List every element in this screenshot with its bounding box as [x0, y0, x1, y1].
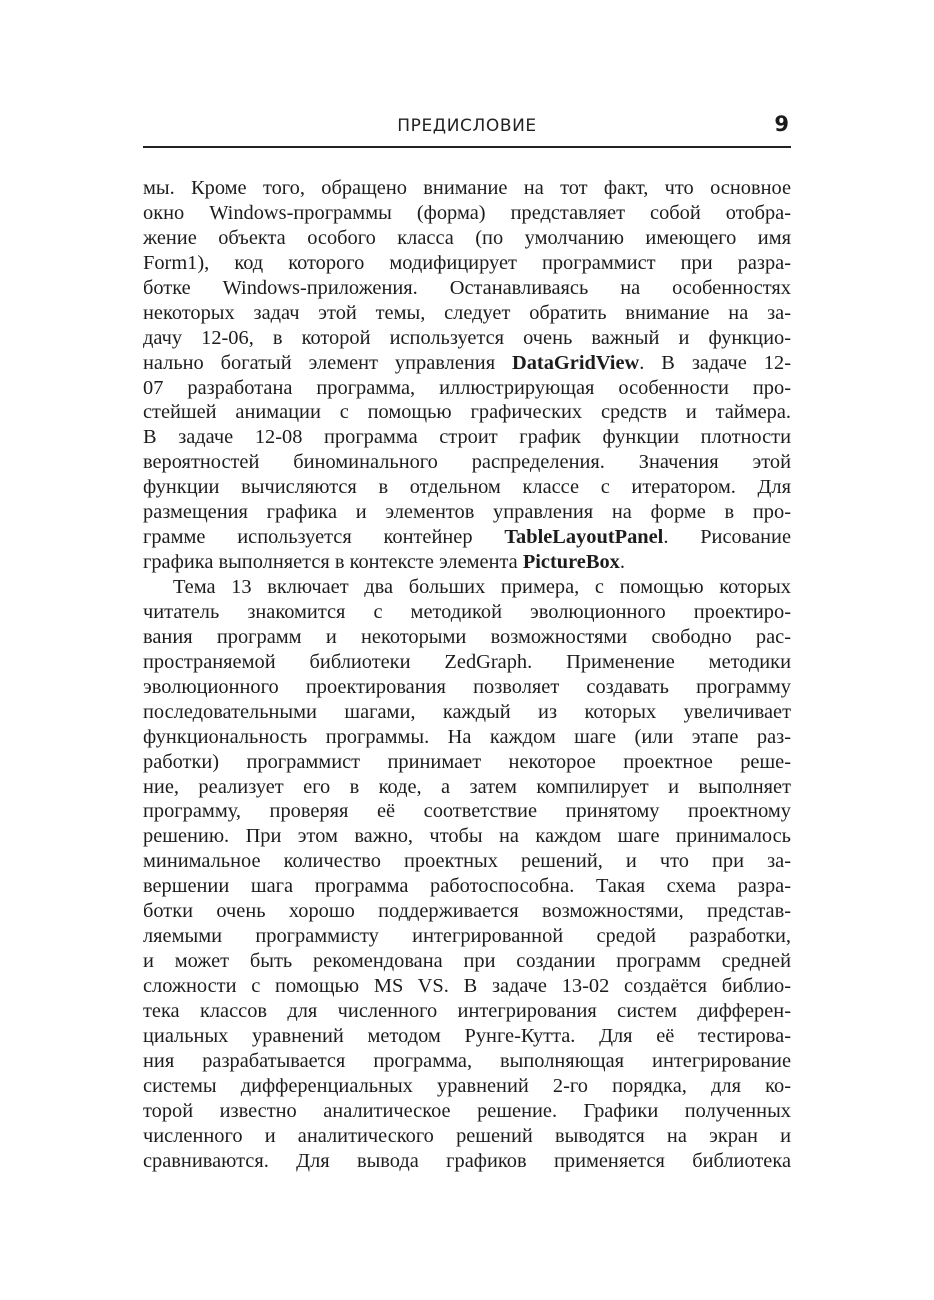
text-line: Form1), код которого модифицирует программист при разра-	[143, 251, 791, 274]
text-line: окно Windows-программы (форма) представляет собой отобра-	[143, 201, 791, 224]
header-title: ПРЕДИСЛОВИЕ	[397, 116, 537, 136]
text-line: численного и аналитического решений выводятся на экран и	[143, 1124, 791, 1147]
term-datagridview: DataGridView	[512, 351, 640, 374]
text-line: некоторых задач этой темы, следует обратить внимание на за-	[143, 301, 791, 324]
text-line: вания программ и некоторыми возможностями свободно рас-	[143, 625, 791, 648]
text-line: дачу 12-06, в которой используется очень важный и функцио-	[143, 326, 791, 349]
page-number: 9	[774, 112, 789, 136]
text-line: ния разрабатывается программа, выполняющая интегрирование	[143, 1049, 791, 1072]
text-line: программу, проверяя её соответствие принятому проектному	[143, 800, 791, 823]
text-line: Тема 13 включает два больших примера, с помощью которых	[173, 576, 791, 598]
body-text	[143, 176, 791, 1174]
text-line: торой известно аналитическое решение. Графики полученных	[143, 1099, 791, 1122]
text-line: читатель знакомится с методикой эволюционного проектиро-	[143, 600, 791, 623]
text-run: . В задаче 12-	[639, 351, 791, 374]
text-line: 07 разработана программа, иллюстрирующая особенности про-	[143, 376, 791, 399]
term-tablelayoutpanel: TableLayoutPanel	[504, 526, 664, 549]
text-line: и может быть рекомендована при создании программ средней	[143, 950, 791, 973]
text-line: мы. Кроме того, обращено внимание на тот факт, что основное	[143, 177, 791, 199]
text-line: стейшей анимации с помощью графических средств и таймера.	[143, 401, 791, 424]
text-line: жение объекта особого класса (по умолчанию имеющего имя	[143, 226, 791, 249]
paragraph-1	[143, 176, 791, 575]
text-run: грамме используется контейнер	[143, 526, 505, 549]
text-line: ние, реализует его в коде, а затем компилирует и выполняет	[143, 775, 791, 798]
text-line: последовательными шагами, каждый из которых увеличивает	[143, 700, 791, 723]
text-line: циальных уравнений методом Рунге-Кутта. Для её тестирова-	[143, 1024, 791, 1047]
text-line	[143, 351, 791, 376]
text-line	[143, 525, 791, 550]
text-line	[143, 550, 791, 575]
text-run: . Рисование	[663, 526, 791, 549]
text-run: нально богатый элемент управления	[143, 351, 513, 374]
text-line: ботке Windows-приложения. Останавливаясь на особенностях	[143, 276, 791, 299]
text-line: решению. При этом важно, чтобы на каждом шаге принималось	[143, 825, 791, 848]
text-line: функции вычисляются в отдельном классе с итератором. Для	[143, 476, 791, 499]
text-line: вероятностей биноминального распределения. Значения этой	[143, 451, 791, 474]
text-line: размещения графика и элементов управления на форме в про-	[143, 501, 791, 524]
text-line: функциональность программы. На каждом шаге (или этапе раз-	[143, 725, 791, 748]
term-picturebox: PictureBox	[522, 551, 620, 574]
text-line: сложности с помощью MS VS. В задаче 13-02 создаётся библио-	[143, 975, 791, 997]
text-run: графика выполняется в контексте элемента	[143, 551, 523, 574]
text-line: ботки очень хорошо поддерживается возможностями, представ-	[143, 900, 791, 923]
text-line: ляемыми программисту интегрированной средой разработки,	[143, 925, 791, 948]
text-line: системы дифференциальных уравнений 2-го порядка, для ко-	[143, 1074, 791, 1097]
text-line: работки) программист принимает некоторое проектное реше-	[143, 750, 791, 773]
text-line: минимальное количество проектных решений, и что при за-	[143, 850, 791, 873]
text-line: В задаче 12-08 программа строит график функции плотности	[143, 426, 791, 449]
text-line: тека классов для численного интегрирования систем дифферен-	[143, 999, 791, 1022]
text-line: сравниваются. Для вывода графиков применяется библиотека	[143, 1149, 791, 1172]
text-line: эволюционного проектирования позволяет создавать программу	[143, 675, 791, 698]
text-run: .	[619, 551, 625, 574]
running-header	[143, 112, 791, 148]
paragraph-2	[143, 575, 791, 1174]
text-line: пространяемой библиотеки ZedGraph. Применение методики	[143, 650, 791, 673]
text-line: вершении шага программа работоспособна. Такая схема разра-	[143, 875, 791, 898]
